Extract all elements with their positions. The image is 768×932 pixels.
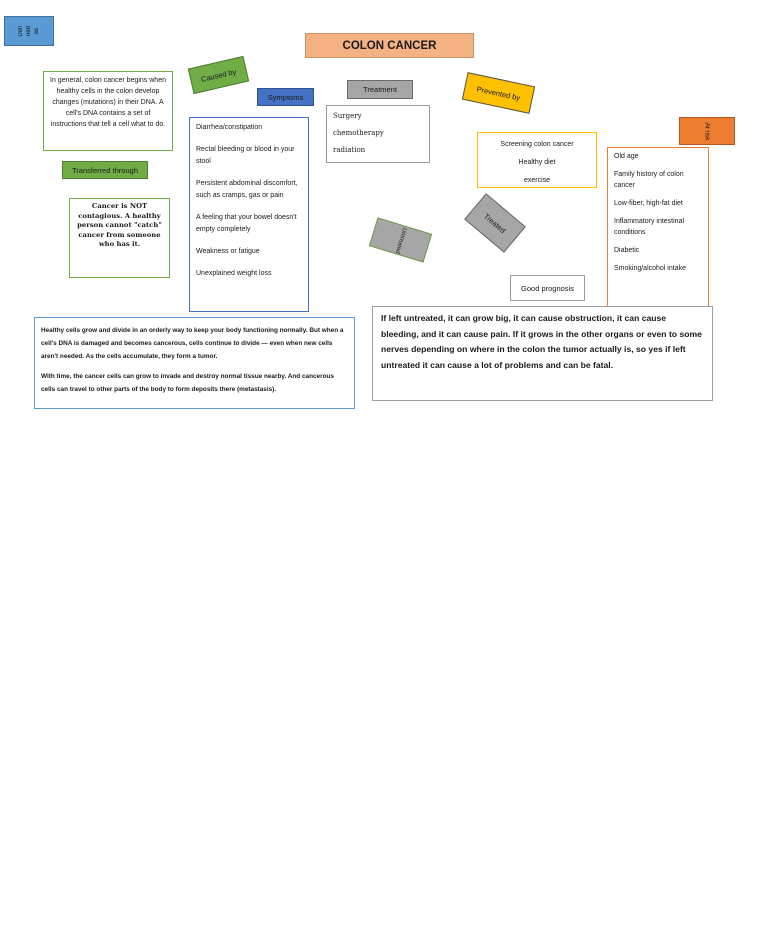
page-title: COLON CANCER [342, 39, 437, 52]
treated-node [464, 193, 526, 252]
prevention-item: Screening colon cancer [500, 141, 574, 148]
symptom-item: Rectal bleeding or blood in your stool [196, 146, 295, 165]
symptoms-label: Symptoms [267, 92, 304, 102]
at-risk-label: At risk [703, 121, 711, 141]
prevented-by-node [462, 72, 535, 114]
symptoms-node [257, 88, 314, 106]
treatment-item: chemotherapy [333, 129, 384, 137]
growth-explanation-node [34, 317, 355, 409]
symptom-item: Persistent abdominal discomfort, such as cramps, gas or pain [196, 180, 298, 199]
symptom-item: Diarrhea/constipation [196, 124, 263, 131]
symptom-item: A feeling that your bowel doesn't empty completely [196, 214, 297, 233]
prevented-by-label: Prevented by [475, 84, 522, 102]
treatment-label: Treatment [363, 85, 397, 94]
growth-paragraph: Healthy cells grow and divide in an orderly way to keep your body functioning normally. But when a cell's DNA is damaged and becomes cancerous, cells continue to divide — even when new cells aren't needed. As the cells accumulate, they form a tumor. [41, 327, 344, 360]
symptom-item: Weakness or fatigue [196, 248, 260, 255]
risk-factor-item: Low-fiber, high-fat diet [614, 200, 683, 207]
at-risk-node [679, 117, 735, 145]
risk-factor-item: Smoking/alcohol intake [614, 265, 686, 272]
caused-by-label: Caused by [200, 66, 237, 84]
untreated-outcome-text: If left untreated, it can grow big, it can cause obstruction, it can cause bleeding, and it can cause pain. If it grows in the other organs or even to some nerves depending on where in the colon the tumor actually is, so yes if left untreated it can cause a lot of problems and can be fatal. [381, 313, 702, 370]
definition-node [43, 71, 173, 151]
untreated-outcome-node [372, 306, 713, 401]
risk-factor-item: Family history of colon cancer [614, 171, 684, 189]
not-contagious-text: Cancer is NOT contagious. A healthy person cannot "catch" cancer from someone who has it. [77, 202, 162, 248]
prevention-item: exercise [523, 177, 551, 184]
growth-paragraph: With time, the cancer cells can grow to invade and destroy normal tissue nearby. And cancerous cells can travel to other parts of the body to form deposits there (metastasis). [41, 373, 334, 393]
prevention-item: Healthy diet [518, 159, 556, 166]
untreated-node [369, 217, 432, 262]
good-prognosis-label: Good prognosis [521, 283, 574, 293]
defined-as-node [4, 16, 54, 46]
treatment-node [347, 80, 413, 99]
transferred-through-node [62, 161, 148, 179]
prevention-list-node [477, 132, 597, 188]
risk-factors-node [607, 147, 709, 307]
risk-factor-item: Old age [614, 153, 639, 160]
caused-by-node [188, 56, 249, 94]
treated-label: Treated [482, 211, 508, 235]
risk-factor-item: Inflammatory intestinal conditions [614, 218, 685, 236]
defined-as-text-2: ned [26, 25, 32, 36]
title-node [305, 33, 474, 58]
treatment-item: radiation [333, 146, 366, 154]
treatment-item: Surgery [333, 112, 362, 120]
defined-as-text-1: Defi [18, 25, 24, 37]
not-contagious-node [69, 198, 170, 278]
defined-as-text-3: as [34, 27, 40, 35]
symptom-item: Unexplained weight loss [196, 270, 272, 277]
good-prognosis-node [510, 275, 585, 301]
symptoms-list-node [189, 117, 309, 312]
transferred-through-label: Transferred through [71, 165, 138, 175]
untreated-label: Untreated [394, 226, 408, 254]
treatment-list-node [326, 105, 430, 163]
risk-factor-item: Diabetic [614, 247, 640, 254]
definition-text: In general, colon cancer begins when healthy cells in the colon develop changes (mutations) in their DNA. A cell's DNA contains a set of instructions that tell a cell what to do. [50, 77, 166, 128]
